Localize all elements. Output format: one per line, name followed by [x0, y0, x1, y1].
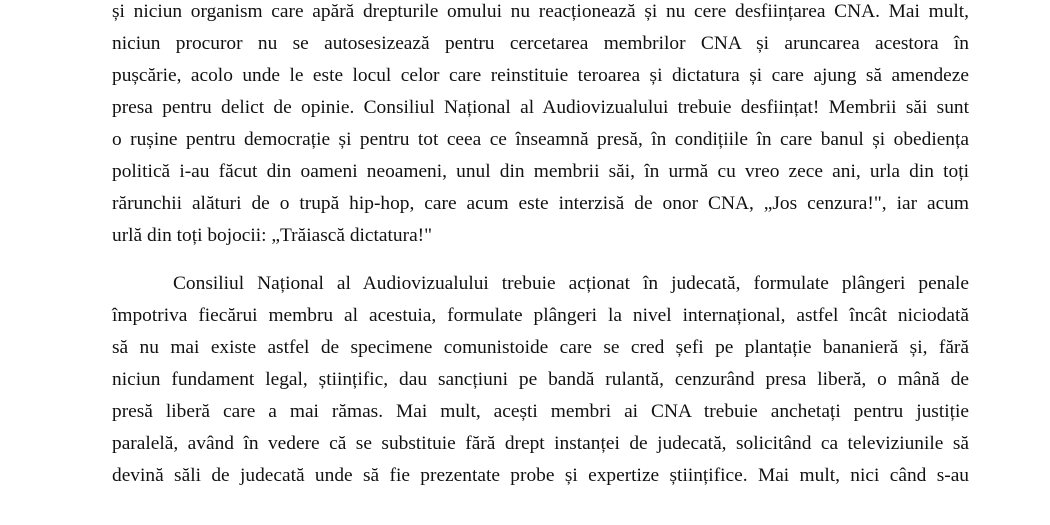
paragraph-1-line-6: politică i-au făcut din oameni neoameni, unul din membrii săi, în urmă cu vreo zece ani, urla din toți — [112, 161, 969, 182]
paragraph-2-line-2: împotriva fiecărui membru al acestuia, formulate plângeri la nivel internațional, astfel încât niciodată — [112, 305, 969, 326]
paragraph-1-line-3: pușcărie, acolo unde le este locul celor care reinstituie teroarea și dictatura și care ajung să amendeze — [112, 65, 969, 86]
paragraph-1-line-8: urlă din toți bojocii: „Trăiască dictatura!" — [112, 225, 433, 246]
paragraph-1-line-1: și niciun organism care apără drepturile omului nu reacționează și nu cere desființarea CNA. Mai mult, — [112, 1, 969, 22]
paragraph-1-line-2: niciun procuror nu se autosesizează pentru cercetarea membrilor CNA și aruncarea acestora în — [112, 33, 969, 54]
paragraph-2-line-4: niciun fundament legal, științific, dau sancțiuni pe bandă rulantă, cenzurând presa liberă, o mână de — [112, 369, 969, 390]
paragraph-2-line-6: paralelă, având în vedere că se substituie fără drept instanței de judecată, solicitând ca televiziunile să — [112, 433, 969, 454]
paragraph-2-line-3: să nu mai existe astfel de specimene comunistoide care se cred șefi pe plantație bananieră și, fără — [112, 337, 969, 358]
paragraph-1-line-5: o rușine pentru democrație și pentru tot ceea ce înseamnă presă, în condițiile în care banul și obediența — [112, 129, 969, 150]
paragraph-1-line-7: rărunchii alături de o trupă hip-hop, care acum este interzisă de onor CNA, „Jos cenzura!", iar acum — [112, 193, 969, 214]
paragraph-2-line-5: presă liberă care a mai rămas. Mai mult, acești membri ai CNA trebuie anchetați pentru justiție — [112, 401, 969, 422]
paragraph-1-line-4: presa pentru delict de opinie. Consiliul Național al Audiovizualului trebuie desființat! Membrii săi sunt — [112, 97, 969, 118]
paragraph-2-line-1: Consiliul Național al Audiovizualului trebuie acționat în judecată, formulate plângeri penale — [173, 273, 969, 294]
paragraph-2-line-7: devină săli de judecată unde să fie prezentate probe și expertize științifice. Mai mult, nici când s-au — [112, 465, 969, 486]
